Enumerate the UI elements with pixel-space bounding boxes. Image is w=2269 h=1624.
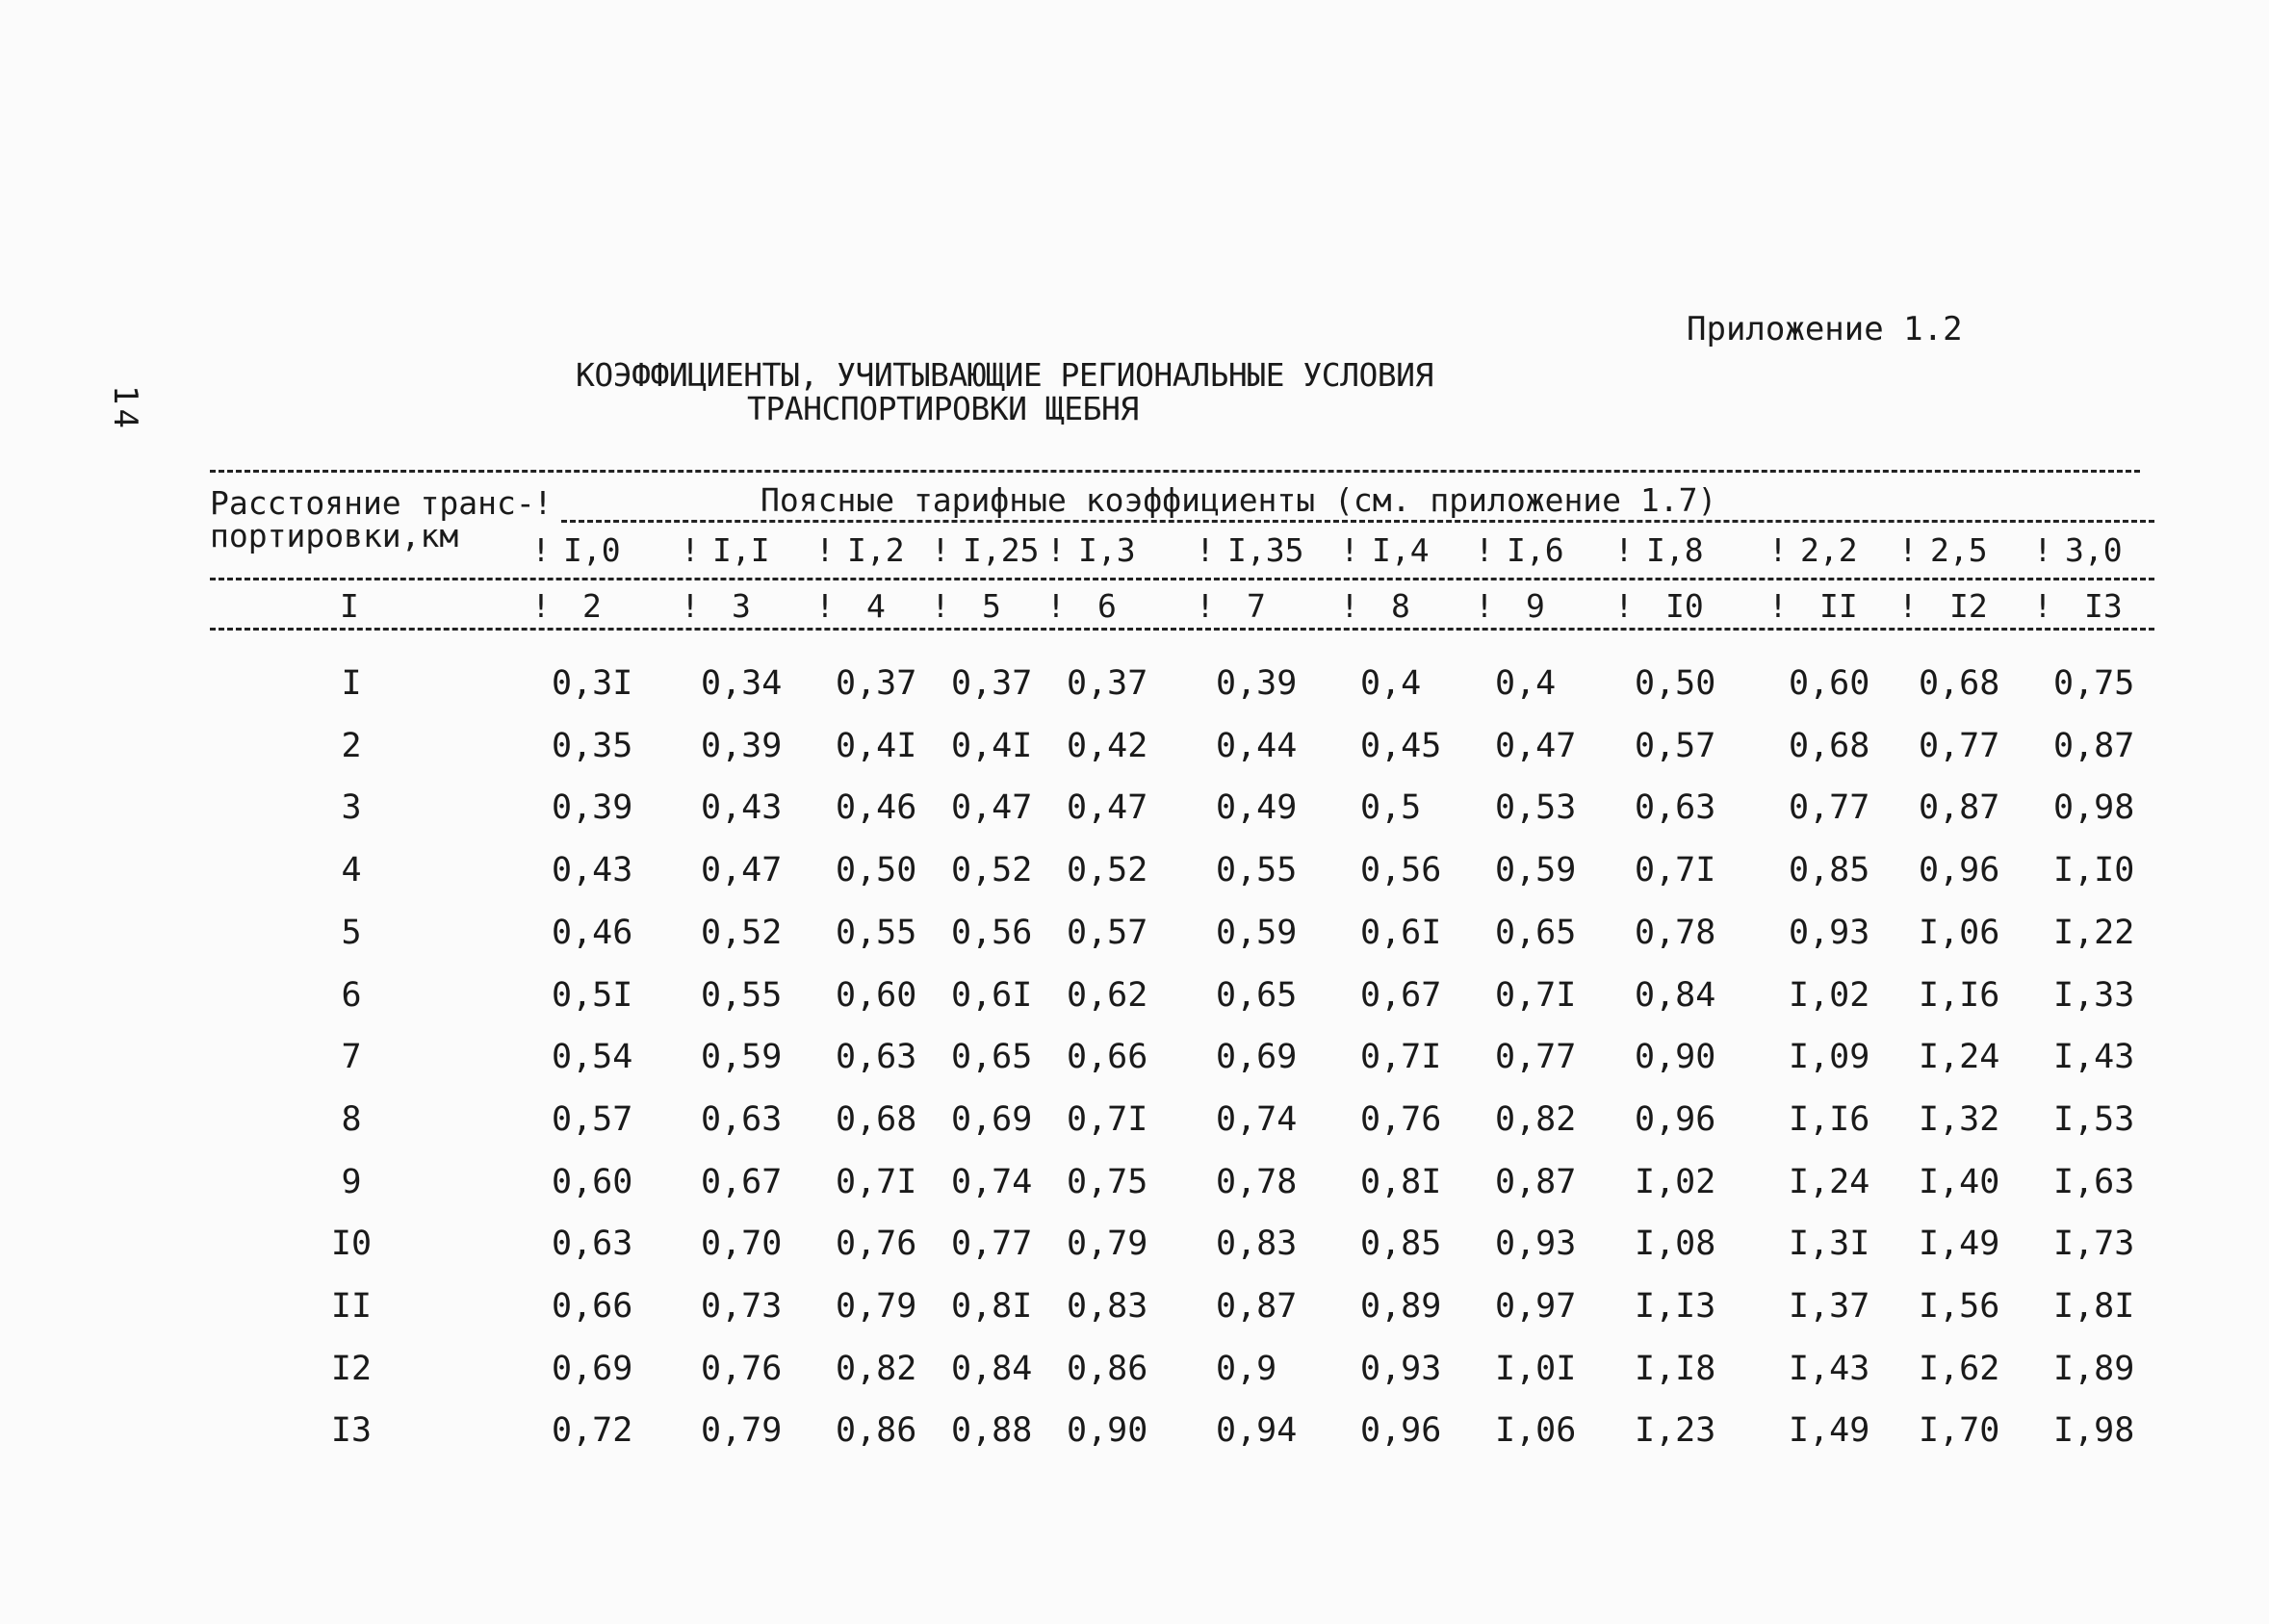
table-cell: 0,63 xyxy=(836,1038,917,1077)
table-cell: 0,86 xyxy=(836,1411,917,1451)
table-cell: 0,60 xyxy=(552,1162,633,1201)
table-cell: 0,39 xyxy=(552,788,633,828)
header-separator: ! xyxy=(815,587,835,625)
header-separator: ! xyxy=(1196,587,1215,625)
row-distance: 4 xyxy=(341,851,362,890)
table-cell: 0,47 xyxy=(701,851,783,890)
table-cell: 0,47 xyxy=(951,788,1033,828)
table-cell: I,I8 xyxy=(1635,1349,1716,1388)
table-cell: 0,62 xyxy=(1067,975,1148,1015)
table-cell: 0,66 xyxy=(552,1287,633,1326)
appendix-label: Приложение 1.2 xyxy=(1687,310,1963,348)
table-cell: 0,96 xyxy=(1635,1099,1716,1139)
table-cell: 0,57 xyxy=(552,1099,633,1139)
table-cell: 0,7I xyxy=(1635,851,1716,890)
table-cell: 0,79 xyxy=(836,1287,917,1326)
row-header-line2: портировки,км xyxy=(210,517,459,554)
table-cell: 0,78 xyxy=(1635,913,1716,952)
table-cell: 0,85 xyxy=(1789,851,1870,890)
row-distance: I0 xyxy=(330,1224,373,1264)
table-cell: 0,57 xyxy=(1635,726,1716,765)
table-cell: 0,77 xyxy=(1495,1038,1577,1077)
table-cell: 0,65 xyxy=(1495,913,1577,952)
table-cell: I,33 xyxy=(2053,975,2135,1015)
coefficient-header: I,35 xyxy=(1227,531,1304,569)
row-distance: I3 xyxy=(330,1411,373,1451)
column-number: 2 xyxy=(582,587,602,625)
table-cell: 0,75 xyxy=(2053,664,2135,703)
header-separator: ! xyxy=(1340,587,1359,625)
table-cell: 0,86 xyxy=(1067,1349,1148,1388)
header-separator: ! xyxy=(1340,531,1359,569)
table-cell: 0,43 xyxy=(552,851,633,890)
table-cell: 0,83 xyxy=(1067,1287,1148,1326)
table-cell: 0,93 xyxy=(1789,913,1870,952)
table-cell: I,32 xyxy=(1919,1099,2000,1139)
header-rule-top xyxy=(210,470,2140,473)
table-cell: I,I6 xyxy=(1919,975,2000,1015)
table-cell: 0,37 xyxy=(1067,664,1148,703)
table-cell: 0,35 xyxy=(552,726,633,765)
header-separator: ! xyxy=(533,484,553,522)
table-cell: 0,69 xyxy=(951,1099,1033,1139)
table-cell: 0,37 xyxy=(836,664,917,703)
table-cell: 0,84 xyxy=(951,1349,1033,1388)
table-cell: 0,69 xyxy=(1216,1038,1298,1077)
table-cell: 0,77 xyxy=(1919,726,2000,765)
row-distance: I xyxy=(341,664,362,703)
table-cell: 0,77 xyxy=(951,1224,1033,1264)
table-cell: 0,4I xyxy=(836,726,917,765)
header-separator: ! xyxy=(2033,531,2052,569)
table-cell: 0,76 xyxy=(1360,1099,1442,1139)
header-separator: ! xyxy=(2033,587,2052,625)
table-cell: 0,96 xyxy=(1919,851,2000,890)
coefficient-header: I,25 xyxy=(963,531,1040,569)
table-cell: 0,68 xyxy=(1919,664,2000,703)
table-cell: I,09 xyxy=(1789,1038,1870,1077)
table-cell: 0,90 xyxy=(1067,1411,1148,1451)
row-distance: I2 xyxy=(330,1349,373,1388)
header-separator: ! xyxy=(531,587,551,625)
table-cell: 0,83 xyxy=(1216,1224,1298,1264)
table-cell: 0,53 xyxy=(1495,788,1577,828)
row-distance: 7 xyxy=(341,1038,362,1077)
table-cell: 0,60 xyxy=(1789,664,1870,703)
table-cell: 0,46 xyxy=(836,788,917,828)
table-cell: 0,84 xyxy=(1635,975,1716,1015)
column-number: 5 xyxy=(982,587,1001,625)
header-rule-mid xyxy=(210,578,2154,580)
header-separator: ! xyxy=(931,587,950,625)
column-number: I xyxy=(340,587,359,625)
table-cell: I,49 xyxy=(1919,1224,2000,1264)
table-cell: I,43 xyxy=(1789,1349,1870,1388)
table-cell: 0,55 xyxy=(836,913,917,952)
header-separator: ! xyxy=(1475,531,1494,569)
column-number: I0 xyxy=(1665,587,1704,625)
header-separator: ! xyxy=(1898,531,1918,569)
table-cell: 0,56 xyxy=(1360,851,1442,890)
header-separator: ! xyxy=(681,531,700,569)
header-separator: ! xyxy=(931,531,950,569)
page-number: 14 xyxy=(106,385,144,432)
table-cell: I,98 xyxy=(2053,1411,2135,1451)
table-cell: 0,46 xyxy=(552,913,633,952)
table-cell: 0,98 xyxy=(2053,788,2135,828)
table-cell: 0,74 xyxy=(1216,1099,1298,1139)
table-cell: I,40 xyxy=(1919,1162,2000,1201)
table-cell: 0,56 xyxy=(951,913,1033,952)
table-cell: 0,52 xyxy=(951,851,1033,890)
table-cell: 0,47 xyxy=(1067,788,1148,828)
table-cell: 0,59 xyxy=(701,1038,783,1077)
table-cell: 0,59 xyxy=(1495,851,1577,890)
table-cell: 0,85 xyxy=(1360,1224,1442,1264)
header-rule-group xyxy=(561,520,2154,523)
table-cell: 0,82 xyxy=(1495,1099,1577,1139)
column-number: 9 xyxy=(1526,587,1545,625)
table-cell: 0,89 xyxy=(1360,1287,1442,1326)
table-cell: 0,65 xyxy=(951,1038,1033,1077)
column-number: I2 xyxy=(1949,587,1988,625)
table-cell: 0,63 xyxy=(1635,788,1716,828)
coefficient-header: I,I xyxy=(712,531,770,569)
table-cell: I,56 xyxy=(1919,1287,2000,1326)
table-cell: I,02 xyxy=(1635,1162,1716,1201)
table-cell: 0,57 xyxy=(1067,913,1148,952)
table-cell: 0,77 xyxy=(1789,788,1870,828)
header-separator: ! xyxy=(815,531,835,569)
row-distance: II xyxy=(330,1287,373,1326)
table-cell: 0,67 xyxy=(701,1162,783,1201)
column-number: 7 xyxy=(1247,587,1266,625)
row-distance: 5 xyxy=(341,913,362,952)
table-cell: 0,72 xyxy=(552,1411,633,1451)
table-cell: 0,7I xyxy=(836,1162,917,1201)
table-cell: 0,79 xyxy=(1067,1224,1148,1264)
row-distance: 2 xyxy=(341,726,362,765)
table-cell: I,24 xyxy=(1789,1162,1870,1201)
table-cell: I,I3 xyxy=(1635,1287,1716,1326)
table-cell: 0,82 xyxy=(836,1349,917,1388)
header-separator: ! xyxy=(1898,587,1918,625)
table-cell: 0,90 xyxy=(1635,1038,1716,1077)
table-cell: I,22 xyxy=(2053,913,2135,952)
table-cell: I,89 xyxy=(2053,1349,2135,1388)
table-cell: 0,37 xyxy=(951,664,1033,703)
table-cell: 0,39 xyxy=(701,726,783,765)
table-cell: 0,75 xyxy=(1067,1162,1148,1201)
table-cell: 0,54 xyxy=(552,1038,633,1077)
header-separator: ! xyxy=(1475,587,1494,625)
table-cell: 0,97 xyxy=(1495,1287,1577,1326)
header-separator: ! xyxy=(1046,531,1066,569)
document-title-line1: КОЭФФИЦИЕНТЫ, УЧИТЫВАЮЩИЕ РЕГИОНАЛЬНЫЕ УСЛОВИЯ xyxy=(576,356,1433,394)
table-cell: 0,94 xyxy=(1216,1411,1298,1451)
coefficient-header: 2,5 xyxy=(1930,531,1988,569)
coefficient-header: I,3 xyxy=(1078,531,1136,569)
row-distance: 6 xyxy=(341,975,362,1015)
row-header-line1: Расстояние транс- xyxy=(210,484,535,522)
header-rule-bottom xyxy=(210,628,2154,631)
table-cell: 0,67 xyxy=(1360,975,1442,1015)
table-cell: 0,7I xyxy=(1067,1099,1148,1139)
table-cell: I,24 xyxy=(1919,1038,2000,1077)
table-cell: 0,87 xyxy=(1495,1162,1577,1201)
table-cell: 0,65 xyxy=(1216,975,1298,1015)
table-cell: 0,50 xyxy=(836,851,917,890)
table-cell: 0,87 xyxy=(2053,726,2135,765)
table-cell: I,37 xyxy=(1789,1287,1870,1326)
table-cell: I,62 xyxy=(1919,1349,2000,1388)
table-cell: 0,8I xyxy=(951,1287,1033,1326)
table-cell: 0,96 xyxy=(1360,1411,1442,1451)
table-cell: I,63 xyxy=(2053,1162,2135,1201)
header-separator: ! xyxy=(531,531,551,569)
header-separator: ! xyxy=(1196,531,1215,569)
table-cell: 0,5I xyxy=(552,975,633,1015)
coefficient-header: 3,0 xyxy=(2065,531,2123,569)
table-cell: 0,6I xyxy=(951,975,1033,1015)
table-cell: 0,69 xyxy=(552,1349,633,1388)
table-cell: 0,68 xyxy=(1789,726,1870,765)
table-cell: I,06 xyxy=(1495,1411,1577,1451)
table-cell: 0,42 xyxy=(1067,726,1148,765)
table-cell: I,49 xyxy=(1789,1411,1870,1451)
coefficient-header: 2,2 xyxy=(1800,531,1858,569)
table-cell: 0,74 xyxy=(951,1162,1033,1201)
table-cell: 0,73 xyxy=(701,1287,783,1326)
coefficient-header: I,2 xyxy=(847,531,905,569)
table-cell: 0,8I xyxy=(1360,1162,1442,1201)
coefficient-header: I,4 xyxy=(1372,531,1430,569)
table-cell: I,02 xyxy=(1789,975,1870,1015)
header-separator: ! xyxy=(1614,531,1634,569)
table-cell: I,43 xyxy=(2053,1038,2135,1077)
coefficient-header: I,0 xyxy=(563,531,621,569)
table-cell: 0,3I xyxy=(552,664,633,703)
table-cell: I,23 xyxy=(1635,1411,1716,1451)
table-cell: 0,78 xyxy=(1216,1162,1298,1201)
header-separator: ! xyxy=(681,587,700,625)
table-cell: 0,63 xyxy=(552,1224,633,1264)
table-cell: 0,39 xyxy=(1216,664,1298,703)
table-cell: 0,4 xyxy=(1495,664,1557,703)
table-cell: 0,49 xyxy=(1216,788,1298,828)
table-cell: 0,68 xyxy=(836,1099,917,1139)
table-cell: 0,7I xyxy=(1495,975,1577,1015)
table-cell: I,53 xyxy=(2053,1099,2135,1139)
column-number: 8 xyxy=(1391,587,1410,625)
header-separator: ! xyxy=(1614,587,1634,625)
row-distance: 8 xyxy=(341,1099,362,1139)
table-cell: 0,45 xyxy=(1360,726,1442,765)
table-cell: 0,44 xyxy=(1216,726,1298,765)
table-cell: 0,52 xyxy=(1067,851,1148,890)
table-cell: I,I6 xyxy=(1789,1099,1870,1139)
table-cell: 0,93 xyxy=(1360,1349,1442,1388)
table-cell: 0,55 xyxy=(1216,851,1298,890)
column-number: II xyxy=(1819,587,1858,625)
table-cell: 0,55 xyxy=(701,975,783,1015)
table-cell: I,08 xyxy=(1635,1224,1716,1264)
table-cell: I,70 xyxy=(1919,1411,2000,1451)
group-header: Поясные тарифные коэффициенты (см. приложение 1.7) xyxy=(761,481,1717,519)
table-cell: 0,88 xyxy=(951,1411,1033,1451)
table-cell: 0,34 xyxy=(701,664,783,703)
table-cell: I,0I xyxy=(1495,1349,1577,1388)
column-number: 3 xyxy=(732,587,751,625)
column-number: 6 xyxy=(1097,587,1117,625)
table-cell: 0,59 xyxy=(1216,913,1298,952)
table-cell: I,I0 xyxy=(2053,851,2135,890)
table-cell: 0,5 xyxy=(1360,788,1422,828)
table-cell: 0,50 xyxy=(1635,664,1716,703)
column-number: 4 xyxy=(866,587,886,625)
table-cell: 0,93 xyxy=(1495,1224,1577,1264)
table-cell: 0,52 xyxy=(701,913,783,952)
table-cell: I,3I xyxy=(1789,1224,1870,1264)
table-cell: 0,43 xyxy=(701,788,783,828)
table-cell: 0,60 xyxy=(836,975,917,1015)
row-distance: 9 xyxy=(341,1162,362,1201)
table-cell: I,06 xyxy=(1919,913,2000,952)
table-cell: 0,79 xyxy=(701,1411,783,1451)
table-cell: 0,76 xyxy=(836,1224,917,1264)
table-cell: 0,87 xyxy=(1216,1287,1298,1326)
header-separator: ! xyxy=(1046,587,1066,625)
table-cell: 0,87 xyxy=(1919,788,2000,828)
row-distance: 3 xyxy=(341,788,362,828)
coefficient-header: I,8 xyxy=(1646,531,1704,569)
table-cell: 0,70 xyxy=(701,1224,783,1264)
table-cell: 0,6I xyxy=(1360,913,1442,952)
coefficient-header: I,6 xyxy=(1507,531,1564,569)
header-separator: ! xyxy=(1768,531,1788,569)
table-cell: I,73 xyxy=(2053,1224,2135,1264)
table-cell: 0,9 xyxy=(1216,1349,1277,1388)
table-cell: 0,47 xyxy=(1495,726,1577,765)
table-cell: 0,4 xyxy=(1360,664,1422,703)
header-separator: ! xyxy=(1768,587,1788,625)
table-cell: 0,76 xyxy=(701,1349,783,1388)
table-cell: 0,63 xyxy=(701,1099,783,1139)
table-cell: 0,7I xyxy=(1360,1038,1442,1077)
document-title-line2: ТРАНСПОРТИРОВКИ ЩЕБНЯ xyxy=(747,390,1139,427)
table-cell: I,8I xyxy=(2053,1287,2135,1326)
table-cell: 0,4I xyxy=(951,726,1033,765)
table-cell: 0,66 xyxy=(1067,1038,1148,1077)
column-number: I3 xyxy=(2084,587,2123,625)
